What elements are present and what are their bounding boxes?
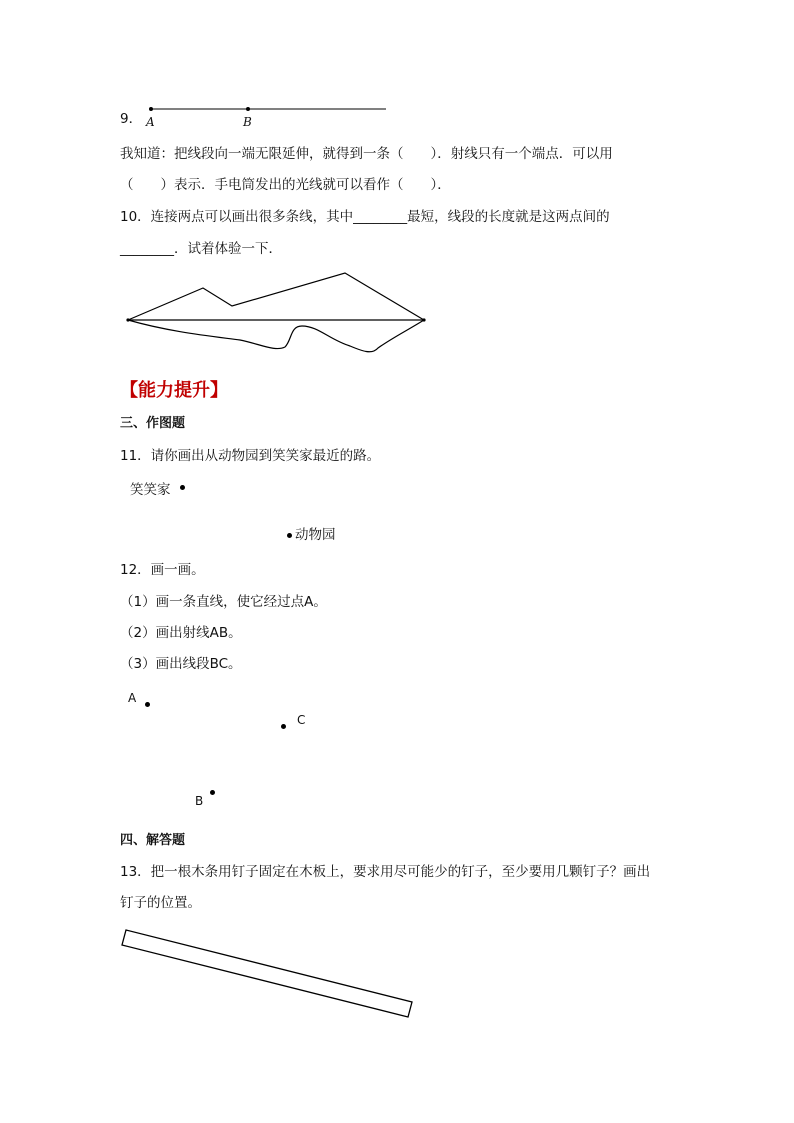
part3-heading: 三、作图题	[120, 416, 186, 431]
q10-curved-path	[128, 320, 424, 352]
q13-text-line1: 13．把一根木条用钉子固定在木板上，要求用尽可能少的钉子，至少要用几颗钉子？画出	[120, 864, 651, 880]
section-title-ability: 【能力提升】	[120, 380, 228, 401]
q12-label-c: C	[297, 713, 306, 727]
q9-label-a: A	[146, 115, 155, 129]
q13-wood-strip	[122, 930, 412, 1017]
q9-number: 9．	[120, 111, 143, 127]
q13-text-line2: 钉子的位置。	[120, 895, 201, 911]
q12-point-a	[145, 702, 150, 707]
q12-point-c	[281, 724, 286, 729]
q11-home-point	[180, 485, 185, 490]
q12-item1: （1）画一条直线，使它经过点A。	[120, 594, 327, 610]
q10-zigzag-path	[128, 273, 424, 320]
q12-item3: （3）画出线段BC。	[120, 656, 242, 672]
q10-text-line2: ________．试着体验一下．	[120, 241, 282, 257]
q11-zoo-label: 动物园	[295, 527, 336, 543]
q12-point-b	[210, 790, 215, 795]
q11-home-label: 笑笑家	[130, 482, 171, 498]
q11-text: 11．请你画出从动物园到笑笑家最近的路。	[120, 448, 381, 464]
q11-zoo-point	[287, 533, 292, 538]
q9-label-b: B	[243, 115, 252, 129]
q9-text-line2: （ ）表示．手电筒发出的光线就可以看作（ ）．	[120, 177, 451, 193]
q10-text-line1: 10．连接两点可以画出很多条线，其中________最短，线段的长度就是这两点间的	[120, 209, 610, 225]
q9-point-a	[149, 107, 153, 111]
q9-point-b	[246, 107, 250, 111]
part4-heading: 四、解答题	[120, 833, 186, 848]
q12-label-b: B	[195, 794, 204, 808]
q12-item2: （2）画出射线AB。	[120, 625, 242, 641]
q12-label-a: A	[128, 691, 137, 705]
q12-text: 12．画一画。	[120, 562, 205, 578]
q9-text-line1: 我知道：把线段向一端无限延伸，就得到一条（ ）．射线只有一个端点．可以用	[120, 146, 613, 162]
